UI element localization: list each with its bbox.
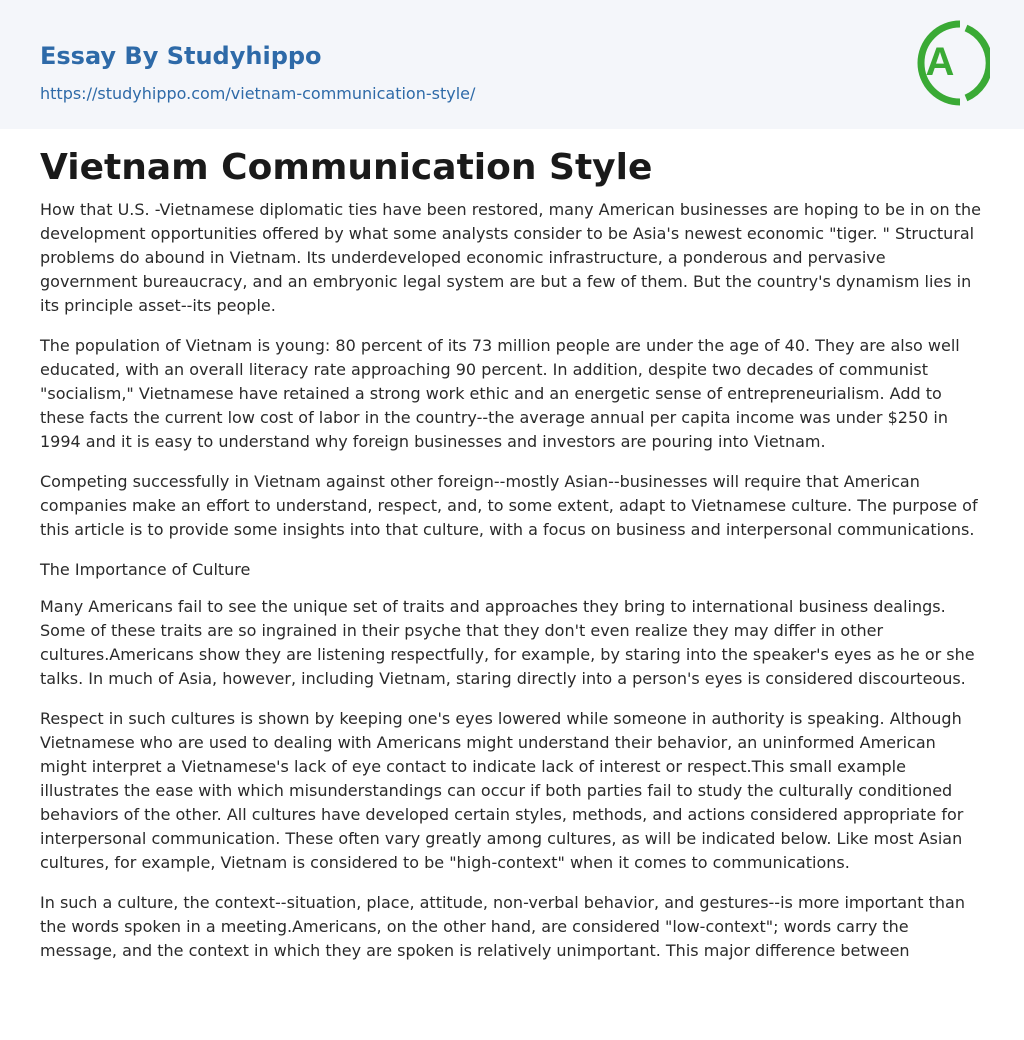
paragraph-2: The population of Vietnam is young: 80 percent of its 73 million people are under the age of 40. They are also well educated, with an overall literacy rate approaching 90 percent. In addition, despite two decades of communist "socialism," Vietnamese have retained a strong work ethic and an energetic sense of entrepreneurialism. Add to these facts the current low cost of labor in the country--the average annual per capita income was under $250 in 1994 and it is easy to understand why foreign businesses and investors are pouring into Vietnam.: [40, 336, 960, 451]
paragraph-4: Many Americans fail to see the unique set of traits and approaches they bring to international business dealings. Some of these traits are so ingrained in their psyche that they don't even realize they may differ in other cultures.Americans show they are listening respectfully, for example, by staring into the speaker's eyes as he or she talks. In much of Asia, however, including Vietnam, staring directly into a person's eyes is considered discourteous.: [40, 597, 975, 688]
logo-letter: A: [925, 40, 955, 84]
paragraph-5: Respect in such cultures is shown by keeping one's eyes lowered while someone in authority is speaking. Although Vietnamese who are used to dealing with Americans might understand their behavior, an uninformed American might interpret a Vietnamese's lack of eye contact to indicate lack of interest or respect.This small example illustrates the ease with which misunderstandings can occur if both parties fail to study the culturally conditioned behaviors of the other. All cultures have developed certain styles, methods, and actions considered appropriate for interpersonal communication. These often vary greatly among cultures, as will be indicated below. Like most Asian cultures, for example, Vietnam is considered to be "high-context" when it comes to communications.: [40, 709, 964, 872]
brand-title: Essay By Studyhippo: [40, 42, 322, 70]
page-header: [0, 0, 1024, 129]
article-content: [40, 144, 986, 979]
studyhippo-logo-icon[interactable]: [906, 18, 990, 108]
paragraph-3: Competing successfully in Vietnam against other foreign--mostly Asian--businesses will require that American companies make an effort to understand, respect, and, to some extent, adapt to Vietnamese culture. The purpose of this article is to provide some insights into that culture, with a focus on business and interpersonal communications.: [40, 472, 978, 539]
paragraph-1: How that U.S. -Vietnamese diplomatic ties have been restored, many American businesses are hoping to be in on the development opportunities offered by what some analysts consider to be Asia's newest economic "tiger. " Structural problems do abound in Vietnam. Its underdeveloped economic infrastructure, a ponderous and pervasive government bureaucracy, and an embryonic legal system are but a few of them. But the country's dynamism lies in its principle asset--its people.: [40, 200, 981, 315]
article-title: Vietnam Communication Style: [40, 147, 653, 188]
essay-url-link[interactable]: https://studyhippo.com/vietnam-communication-style/: [40, 84, 476, 103]
paragraph-6: In such a culture, the context--situation, place, attitude, non-verbal behavior, and gestures--is more important than the words spoken in a meeting.Americans, on the other hand, are considered "low-context"; words carry the message, and the context in which they are spoken is relatively unimportant. This major difference between: [40, 893, 965, 960]
section-subheading: The Importance of Culture: [40, 560, 251, 579]
